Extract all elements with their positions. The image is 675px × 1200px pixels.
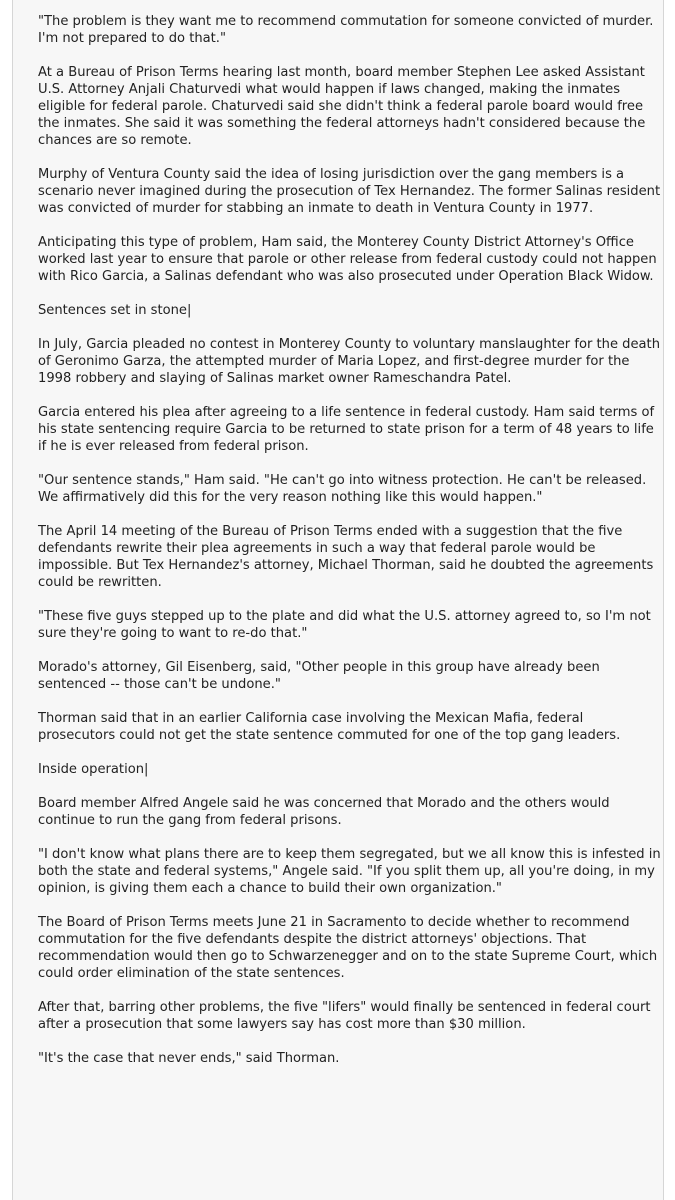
paragraph-garcia-terms: Garcia entered his plea after agreeing to a life sentence in federal custody. Ham said terms of his state sentencing require Garcia to be returned to state prison for a term of 48 years to life if he is ever released from federal prison. [38,405,655,454]
article-body [38,13,663,1067]
paragraph-sentence-stands: "Our sentence stands," Ham said. "He can't go into witness protection. He can't be released. We affirmatively did this for the very reason nothing like this would happen." [38,473,647,505]
article-frame [12,0,664,1200]
paragraph-murphy: Murphy of Ventura County said the idea of losing jurisdiction over the gang members is a scenario never imagined during the prosecution of Tex Hernandez. The former Salinas resident was convicted of murder for stabbing an inmate to death in Ventura County in 1977. [38,167,661,216]
paragraph-angele-quote: "I don't know what plans there are to keep them segregated, but we all know this is infested in both the state and federal systems," Angele said. "If you split them up, all you're doing, in my opinion, is giving them each a chance to build their own organization." [38,847,661,896]
paragraph-five-guys-quote: "These five guys stepped up to the plate and did what the U.S. attorney agreed to, so I'm not sure they're going to want to re-do that." [38,609,651,641]
paragraph-angele-concern: Board member Alfred Angele said he was concerned that Morado and the others would continue to run the gang from federal prisons. [38,796,610,828]
subheading-sentences-set-in-stone: Sentences set in stone| [38,303,192,318]
paragraph-quote-commutation: "The problem is they want me to recommend commutation for someone convicted of murder. I'm not prepared to do that." [38,14,654,46]
subheading-inside-operation: Inside operation| [38,762,149,777]
paragraph-april-meeting: The April 14 meeting of the Bureau of Prison Terms ended with a suggestion that the five defendants rewrite their plea agreements in such a way that federal parole would be impossible. But Tex Hernandez's attorney, Michael Thorman, said he doubted the agreements could be rewritten. [38,524,654,590]
paragraph-board-meets: The Board of Prison Terms meets June 21 in Sacramento to decide whether to recommend commutation for the five defendants despite the district attorneys' objections. That recommendation would then go to Schwarzenegger and on to the state Supreme Court, which could order elimination of the state sentences. [38,915,658,981]
paragraph-hearing: At a Bureau of Prison Terms hearing last month, board member Stephen Lee asked Assistant U.S. Attorney Anjali Chaturvedi what would happen if laws changed, making the inmates eligible for federal parole. Chaturvedi said she didn't think a federal parole board would free the inmates. She said it was something the federal attorneys hadn't considered because the chances are so remote. [38,65,646,148]
paragraph-closing-quote: "It's the case that never ends," said Thorman. [38,1051,340,1066]
paragraph-thorman-earlier-case: Thorman said that in an earlier California case involving the Mexican Mafia, federal prosecutors could not get the state sentence commuted for one of the top gang leaders. [38,711,621,743]
paragraph-garcia-plea: In July, Garcia pleaded no contest in Monterey County to voluntary manslaughter for the death of Geronimo Garza, the attempted murder of Maria Lopez, and first-degree murder for the 1998 robbery and slaying of Salinas market owner Rameschandra Patel. [38,337,660,386]
paragraph-eisenberg: Morado's attorney, Gil Eisenberg, said, "Other people in this group have already been sentenced -- those can't be undone." [38,660,600,692]
paragraph-lifers: After that, barring other problems, the five "lifers" would finally be sentenced in federal court after a prosecution that some lawyers say has cost more than $30 million. [38,1000,651,1032]
paragraph-anticipating: Anticipating this type of problem, Ham said, the Monterey County District Attorney's Office worked last year to ensure that parole or other release from federal custody could not happen with Rico Garcia, a Salinas defendant who was also prosecuted under Operation Black Widow. [38,235,657,284]
